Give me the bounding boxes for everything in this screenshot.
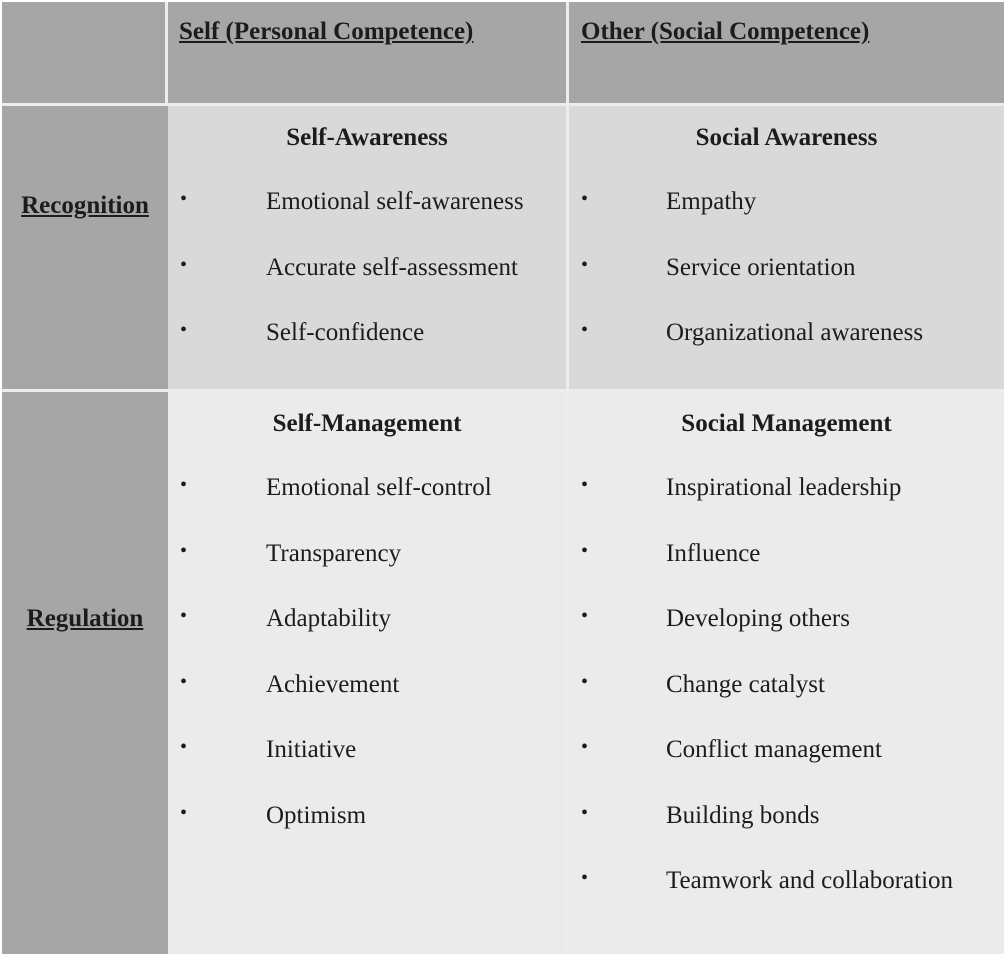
list-item: [569, 605, 1004, 671]
list-item: [168, 319, 566, 385]
list-item-label: Optimism: [266, 801, 367, 829]
social-awareness-cell: [569, 106, 1004, 392]
list-item: [569, 319, 1004, 385]
header-other-cell: [569, 2, 1004, 106]
bullet-icon: •: [180, 188, 188, 210]
list-item-label: Conflict management: [666, 736, 882, 763]
self-awareness-cell: [168, 106, 569, 392]
list-item-label: Transparency: [266, 539, 402, 567]
list-item: [569, 254, 1004, 320]
bullet-icon: •: [180, 474, 188, 496]
row-recognition-label: Recognition: [21, 192, 149, 219]
social-awareness-list: [569, 188, 1004, 385]
list-item-label: Teamwork and collaboration: [666, 867, 954, 894]
list-item-label: Developing others: [666, 605, 850, 632]
self-management-title: Self-Management: [272, 410, 462, 437]
list-item: [168, 188, 566, 254]
list-item-label: Empathy: [666, 188, 757, 215]
list-item: [569, 867, 1004, 933]
bullet-icon: •: [581, 474, 589, 496]
bullet-icon: •: [581, 188, 589, 210]
bullet-icon: •: [581, 539, 589, 562]
bullet-icon: •: [180, 319, 188, 341]
list-item: [569, 671, 1004, 737]
bullet-icon: •: [180, 539, 188, 562]
self-management-list: [168, 474, 566, 867]
self-awareness-title: Self-Awareness: [286, 124, 448, 151]
list-item: [168, 254, 566, 320]
competence-table: [2, 2, 1004, 954]
list-item: [569, 540, 1004, 606]
bullet-icon: •: [581, 867, 589, 889]
list-item-label: Achievement: [266, 670, 400, 698]
row-recognition-cell: [2, 106, 168, 392]
list-item-label: Service orientation: [666, 253, 856, 281]
list-item-label: Building bonds: [666, 801, 820, 829]
list-item-label: Inspirational leadership: [666, 474, 902, 501]
corner-cell: [2, 2, 168, 106]
bullet-icon: •: [180, 253, 188, 276]
list-item: [569, 736, 1004, 802]
header-self-title: Self (Personal Competence): [179, 18, 474, 45]
self-management-cell: [168, 392, 569, 954]
list-item: [168, 474, 566, 540]
list-item: [569, 188, 1004, 254]
list-item-label: Emotional self-awareness: [266, 188, 524, 215]
list-item: [569, 474, 1004, 540]
social-management-title: Social Management: [681, 410, 892, 437]
bullet-icon: •: [180, 801, 188, 824]
list-item-label: Change catalyst: [666, 670, 825, 698]
list-item: [168, 802, 566, 868]
list-item: [168, 605, 566, 671]
bullet-icon: •: [180, 670, 188, 693]
list-item: [168, 736, 566, 802]
list-item-label: Adaptability: [266, 605, 391, 632]
list-item-label: Influence: [666, 539, 761, 567]
list-item-label: Emotional self-control: [266, 474, 492, 501]
list-item-label: Self-confidence: [266, 319, 425, 346]
header-self-cell: [168, 2, 569, 106]
list-item: [168, 671, 566, 737]
bullet-icon: •: [581, 319, 589, 341]
list-item-label: Accurate self-assessment: [266, 253, 518, 281]
header-other-title: Other (Social Competence): [581, 18, 870, 45]
list-item: [168, 540, 566, 606]
self-awareness-list: [168, 188, 566, 385]
social-management-list: [569, 474, 1004, 933]
list-item-label: Initiative: [266, 736, 357, 763]
row-regulation-label: Regulation: [26, 605, 144, 632]
row-regulation-cell: [2, 392, 168, 954]
social-awareness-title: Social Awareness: [695, 124, 878, 151]
bullet-icon: •: [581, 801, 589, 824]
bullet-icon: •: [581, 605, 589, 627]
bullet-icon: •: [180, 736, 188, 758]
bullet-icon: •: [180, 605, 188, 627]
list-item-label: Organizational awareness: [666, 319, 924, 346]
social-management-cell: [569, 392, 1004, 954]
bullet-icon: •: [581, 670, 589, 693]
bullet-icon: •: [581, 736, 589, 758]
list-item: [569, 802, 1004, 868]
bullet-icon: •: [581, 253, 589, 276]
